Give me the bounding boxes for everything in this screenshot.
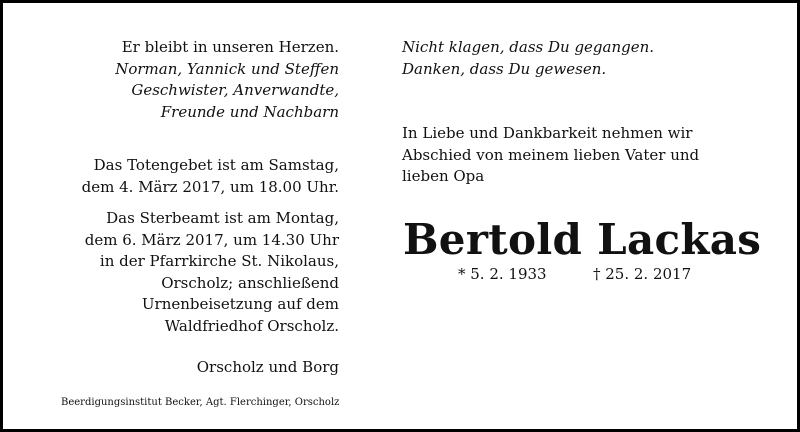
requiem-line: Waldfriedhof Orscholz. xyxy=(164,316,339,335)
verse-line: Nicht klagen, dass Du gegangen. xyxy=(402,38,655,56)
mourners-line: Freunde und Nachbarn xyxy=(160,102,339,121)
birth-date: * 5. 2. 1933 xyxy=(458,265,547,283)
verse-block xyxy=(402,37,762,80)
requiem-info xyxy=(43,208,339,337)
mourners-block xyxy=(43,59,339,124)
farewell-intro xyxy=(402,123,762,188)
mourners-line: Geschwister, Anverwandte, xyxy=(131,81,339,99)
requiem-line: dem 6. März 2017, um 14.30 Uhr xyxy=(84,230,339,249)
left-column xyxy=(43,37,339,379)
death-date: † 25. 2. 2017 xyxy=(593,265,692,283)
requiem-line: Das Sterbeamt ist am Montag, xyxy=(106,209,339,227)
prayer-line: dem 4. März 2017, um 18.00 Uhr. xyxy=(81,177,339,196)
closing-line: Er bleibt in unseren Herzen. xyxy=(121,38,339,56)
place-line: Orscholz und Borg xyxy=(196,358,339,376)
right-column xyxy=(402,37,762,188)
requiem-line: Urnenbeisetzung auf dem xyxy=(141,295,339,313)
verse-line: Danken, dass Du gewesen. xyxy=(402,59,607,78)
mourners-line: Norman, Yannick und Steffen xyxy=(115,59,339,78)
intro-line: In Liebe und Dankbarkeit nehmen wir xyxy=(402,124,693,142)
deceased-name: Bertold Lackas xyxy=(403,215,762,264)
funeral-home-credit: Beerdigungsinstitut Becker, Agt. Flerchinger, Orscholz xyxy=(61,397,340,408)
requiem-line: Orscholz; anschließend xyxy=(161,273,339,292)
prayer-line: Das Totengebet ist am Samstag, xyxy=(93,156,339,174)
prayer-invitation xyxy=(43,155,339,198)
intro-line: Abschied von meinem lieben Vater und xyxy=(402,145,700,164)
intro-line: lieben Opa xyxy=(402,167,485,185)
requiem-line: in der Pfarrkirche St. Nikolaus, xyxy=(99,252,339,270)
